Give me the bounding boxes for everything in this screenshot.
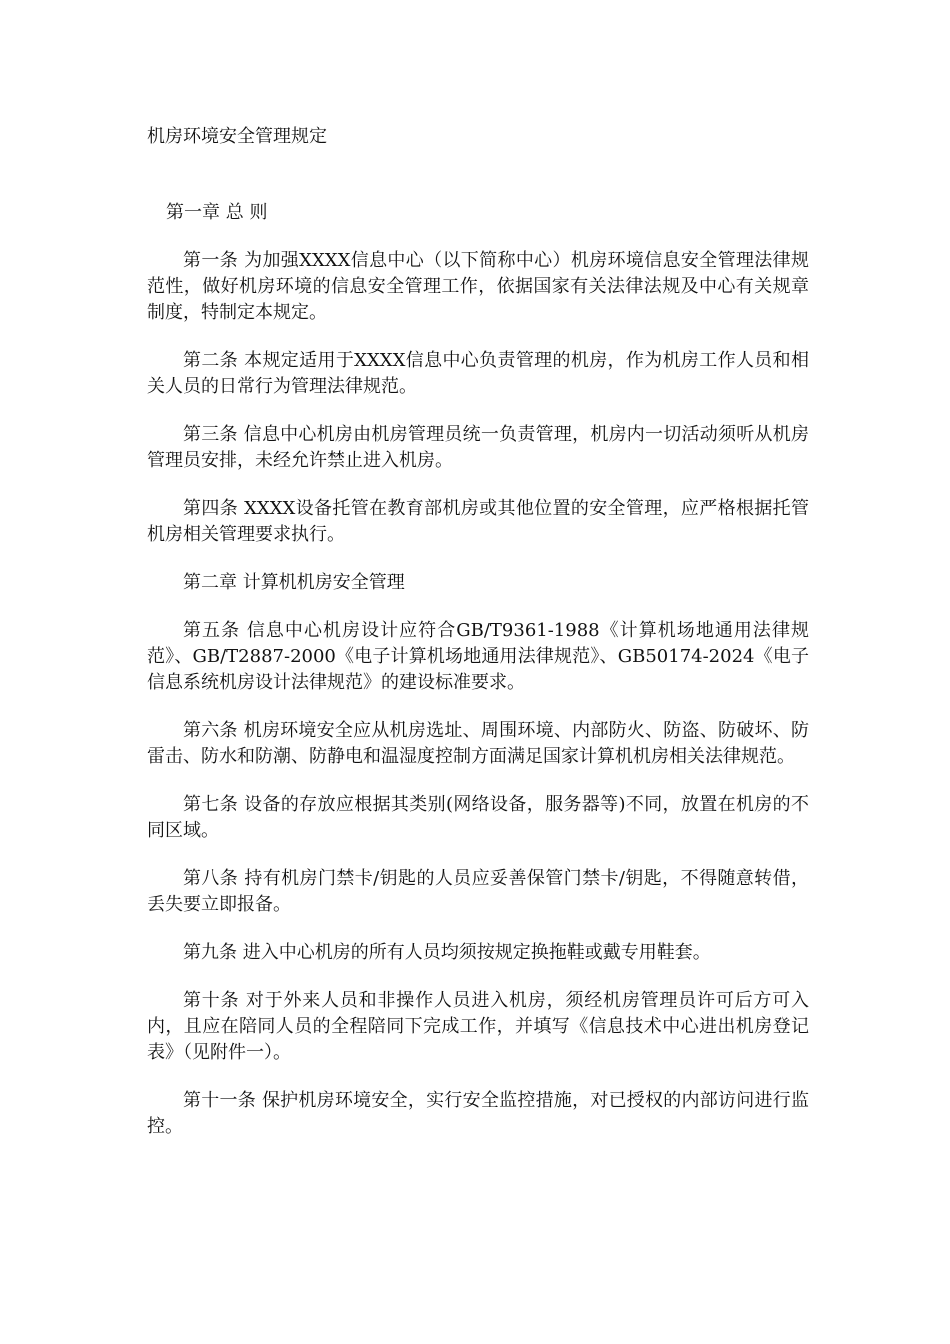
article-9: 第九条 进入中心机房的所有人员均须按规定换拖鞋或戴专用鞋套。	[183, 942, 711, 963]
document-title: 机房环境安全管理规定	[147, 126, 327, 147]
chapter-1-heading: 第一章 总 则	[166, 202, 268, 223]
article-3: 第三条 信息中心机房由机房管理员统一负责管理，机房内一切活动须听从机房管理员安排，未经允许禁止进入机房。	[147, 424, 809, 471]
article-10: 第十条 对于外来人员和非操作人员进入机房，须经机房管理员许可后方可入内，且应在陪同人员的全程陪同下完成工作，并填写《信息技术中心进出机房登记表》（见附件一）。	[147, 990, 809, 1063]
article-4: 第四条 XXXX设备托管在教育部机房或其他位置的安全管理，应严格根据托管机房相关管理要求执行。	[147, 498, 809, 545]
document-body	[147, 248, 809, 1162]
article-2: 第二条 本规定适用于XXXX信息中心负责管理的机房，作为机房工作人员和相关人员的日常行为管理法律规范。	[147, 350, 809, 397]
chapter-2-heading: 第二章 计算机机房安全管理	[183, 572, 405, 593]
article-7: 第七条 设备的存放应根据其类别(网络设备，服务器等)不同，放置在机房的不同区域。	[147, 794, 809, 841]
article-6: 第六条 机房环境安全应从机房选址、周围环境、内部防火、防盗、防破坏、防雷击、防水和防潮、防静电和温湿度控制方面满足国家计算机机房相关法律规范。	[147, 720, 809, 767]
article-5: 第五条 信息中心机房设计应符合GB/T9361-1988《计算机场地通用法律规范》、GB/T2887-2000《电子计算机场地通用法律规范》、GB50174-2024《电子信息系统机房设计法律规范》的建设标准要求。	[147, 620, 809, 693]
article-1: 第一条 为加强XXXX信息中心（以下简称中心）机房环境信息安全管理法律规范性，做好机房环境的信息安全管理工作，依据国家有关法律法规及中心有关规章制度，特制定本规定。	[147, 250, 809, 323]
article-11: 第十一条 保护机房环境安全，实行安全监控措施，对已授权的内部访问进行监控。	[147, 1090, 809, 1137]
article-8: 第八条 持有机房门禁卡/钥匙的人员应妥善保管门禁卡/钥匙，不得随意转借，丢失要立即报备。	[147, 868, 809, 915]
